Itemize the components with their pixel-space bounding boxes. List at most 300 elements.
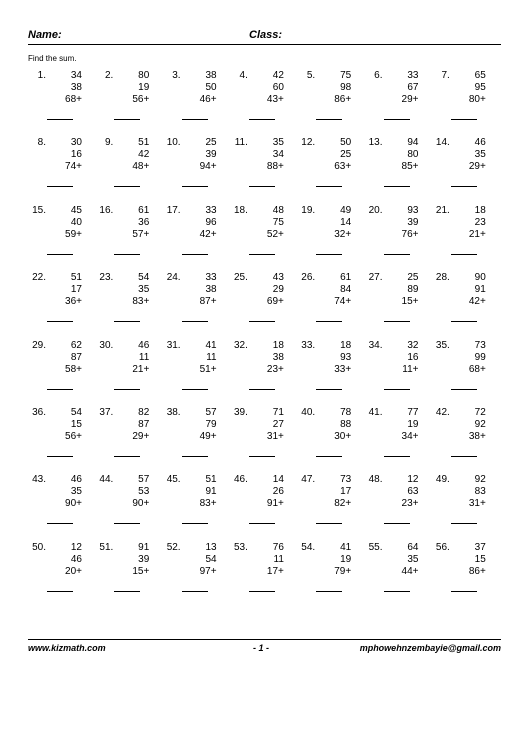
addends (315, 70, 351, 106)
addend: 52+ (266, 228, 284, 240)
addend: 40 (70, 216, 82, 228)
addend: 68+ (65, 94, 82, 105)
problem-row (26, 270, 502, 337)
addition-problem (161, 135, 229, 195)
addend: 32 (407, 339, 419, 351)
problem-number: 16. (99, 204, 114, 216)
addend: 17 (70, 284, 82, 296)
problem-number: 7. (441, 70, 450, 81)
addend: 27 (272, 418, 284, 430)
addend: 38+ (468, 430, 486, 442)
addition-problem (161, 68, 229, 128)
addend: 89 (407, 284, 419, 296)
answer-line (114, 254, 140, 255)
problem-number: 44. (99, 474, 114, 486)
addend: 35 (474, 149, 486, 161)
problem-number: 3. (172, 70, 181, 81)
addend: 51 (205, 474, 217, 486)
addition-problem (26, 472, 94, 532)
addition-problem (430, 338, 498, 398)
addend: 35 (272, 137, 284, 149)
answer-line (47, 591, 73, 592)
addend: 31+ (468, 498, 486, 510)
addition-problem (295, 338, 363, 398)
addend: 51+ (199, 363, 217, 375)
addend: 54 (70, 406, 82, 418)
addend: 72 (474, 406, 486, 418)
addend: 42+ (199, 228, 217, 240)
answer-line (114, 389, 140, 390)
problem-number: 54. (301, 541, 316, 553)
instructions: Find the sum. (28, 54, 77, 63)
addend: 15 (70, 418, 82, 430)
addend: 97+ (199, 565, 217, 577)
problem-number: 15. (32, 204, 46, 216)
problem-number: 29. (32, 339, 46, 351)
answer-line (451, 119, 477, 120)
addend: 11 (138, 351, 150, 363)
addend: 42 (272, 70, 284, 81)
addend: 49+ (199, 430, 217, 442)
addend: 80 (407, 149, 419, 161)
addend: 17 (340, 486, 352, 498)
problem-number: 42. (435, 406, 450, 418)
addends (181, 474, 217, 510)
addends (181, 137, 217, 173)
answer-line (249, 523, 275, 524)
addend: 32+ (334, 228, 352, 240)
addend: 54 (205, 553, 217, 565)
addition-problem (363, 203, 431, 263)
addends (450, 474, 486, 510)
addends (315, 474, 351, 510)
answer-line (451, 456, 477, 457)
addends (46, 542, 82, 578)
addends (113, 542, 149, 578)
addends (383, 340, 419, 376)
addend: 63+ (334, 161, 352, 173)
addend: 49 (340, 204, 352, 216)
addends (113, 340, 149, 376)
problem-number: 22. (32, 272, 46, 284)
addend: 11 (273, 553, 284, 565)
addition-problem (93, 405, 161, 465)
addend: 29+ (401, 94, 419, 105)
addend: 46 (474, 137, 486, 149)
problem-number: 32. (233, 339, 248, 351)
answer-line (316, 321, 342, 322)
addend: 86+ (468, 565, 486, 577)
addend: 19 (407, 418, 419, 430)
addends (248, 474, 284, 510)
addend: 57+ (132, 228, 150, 240)
problem-number: 1. (37, 70, 46, 81)
answer-line (249, 254, 275, 255)
addend: 29 (272, 284, 284, 296)
addend: 67 (407, 82, 419, 93)
answer-line (182, 389, 208, 390)
addend: 61 (138, 204, 150, 216)
addend: 41 (340, 541, 352, 553)
problem-number: 37. (99, 406, 114, 418)
addend: 50 (205, 82, 217, 93)
addends (315, 205, 351, 241)
footer-divider (28, 639, 501, 640)
addend: 94 (407, 137, 419, 149)
addend: 18 (340, 339, 352, 351)
addition-problem (363, 338, 431, 398)
addend: 46 (70, 474, 82, 486)
problem-row (26, 540, 502, 607)
problem-number: 8. (37, 137, 46, 149)
addends (248, 205, 284, 241)
addends (181, 542, 217, 578)
addend: 50 (340, 137, 352, 149)
addend: 44+ (401, 565, 419, 577)
addend: 11+ (402, 363, 419, 375)
answer-line (384, 456, 410, 457)
problem-row (26, 135, 502, 202)
problem-number: 19. (301, 204, 316, 216)
problem-number: 14. (435, 137, 450, 149)
addend: 71 (272, 406, 284, 418)
addends (450, 272, 486, 308)
addend: 33 (205, 204, 217, 216)
addition-problem (430, 135, 498, 195)
addends (46, 70, 82, 106)
addend: 58+ (65, 363, 82, 375)
addition-problem (93, 540, 161, 600)
addends (383, 272, 419, 308)
addend: 11 (206, 351, 217, 363)
addend: 93 (340, 351, 352, 363)
addition-problem (228, 472, 296, 532)
addend: 73 (340, 474, 352, 486)
addition-problem (228, 405, 296, 465)
addend: 38 (205, 284, 217, 296)
addend: 45 (70, 204, 82, 216)
addition-problem (228, 270, 296, 330)
addends (46, 474, 82, 510)
answer-line (47, 186, 73, 187)
header-divider (28, 44, 501, 45)
addends (248, 70, 284, 106)
answer-line (47, 523, 73, 524)
problem-number: 28. (435, 272, 450, 284)
addition-problem (295, 472, 363, 532)
addend: 88+ (266, 161, 284, 173)
addition-problem (430, 540, 498, 600)
addend: 19 (340, 553, 352, 565)
problem-number: 5. (306, 70, 316, 81)
answer-line (114, 119, 140, 120)
addend: 19 (138, 82, 150, 93)
footer-website: www.kizmath.com (28, 643, 106, 653)
answer-line (316, 389, 342, 390)
addend: 90+ (132, 498, 150, 510)
problem-number: 4. (239, 70, 248, 81)
addends (315, 542, 351, 578)
addend: 87+ (199, 296, 217, 308)
addends (181, 407, 217, 443)
answer-line (114, 523, 140, 524)
addition-problem (363, 68, 431, 128)
addend: 33 (407, 70, 419, 81)
addend: 61 (340, 272, 352, 284)
problem-number: 47. (301, 474, 316, 486)
addends (113, 272, 149, 308)
addend: 92 (474, 418, 486, 430)
addends (248, 137, 284, 173)
answer-line (249, 389, 275, 390)
answer-line (182, 456, 208, 457)
addend: 15 (474, 553, 486, 565)
addition-problem (295, 405, 363, 465)
addend: 26 (272, 486, 284, 498)
footer-email: mphowehnzembayie@gmail.com (359, 643, 501, 653)
answer-line (47, 321, 73, 322)
addends (315, 272, 351, 308)
addend: 31+ (266, 430, 284, 442)
addend: 87 (138, 418, 150, 430)
addend: 33+ (334, 363, 352, 375)
addend: 25 (205, 137, 217, 149)
addend: 76+ (401, 228, 419, 240)
addend: 30+ (334, 430, 352, 442)
addend: 17+ (266, 565, 284, 577)
addends (315, 340, 351, 376)
addend: 42+ (468, 296, 486, 308)
answer-line (316, 119, 342, 120)
addends (181, 272, 217, 308)
addition-problem (26, 338, 94, 398)
problem-number: 30. (99, 339, 114, 351)
addend: 56+ (132, 94, 150, 105)
problem-number: 45. (166, 474, 181, 486)
addends (450, 542, 486, 578)
addend: 62 (70, 339, 82, 351)
answer-line (182, 186, 208, 187)
addend: 38 (272, 351, 284, 363)
problem-number: 31. (166, 339, 181, 351)
addend: 68+ (468, 363, 486, 375)
addition-problem (430, 68, 498, 128)
addend: 96 (205, 216, 217, 228)
addend: 38 (70, 82, 82, 93)
problem-row (26, 338, 502, 405)
addend: 36+ (65, 296, 82, 308)
addends (450, 205, 486, 241)
addition-problem (93, 270, 161, 330)
problem-number: 23. (99, 272, 114, 284)
addend: 92 (474, 474, 486, 486)
answer-line (384, 254, 410, 255)
problem-number: 11. (234, 137, 248, 149)
addition-problem (161, 270, 229, 330)
addend: 74+ (334, 296, 352, 308)
addend: 54 (138, 272, 150, 284)
addend: 39 (205, 149, 217, 161)
addends (450, 137, 486, 173)
addend: 12 (70, 541, 82, 553)
problem-number: 52. (166, 541, 181, 553)
answer-line (384, 591, 410, 592)
addend: 18 (474, 204, 486, 216)
addend: 30 (70, 137, 82, 149)
problem-number: 43. (32, 474, 46, 486)
problem-number: 20. (368, 204, 383, 216)
addition-problem (363, 270, 431, 330)
addend: 43 (272, 272, 284, 284)
addend: 79 (205, 418, 217, 430)
addend: 35 (70, 486, 82, 498)
addend: 87 (70, 351, 82, 363)
addends (450, 407, 486, 443)
addend: 76 (272, 541, 284, 553)
addition-problem (228, 338, 296, 398)
addend: 83 (474, 486, 486, 498)
answer-line (451, 389, 477, 390)
problem-number: 10. (166, 137, 181, 149)
worksheet-header (28, 29, 501, 43)
answer-line (451, 321, 477, 322)
addend: 99 (474, 351, 486, 363)
addend: 13 (205, 541, 217, 553)
problem-number: 9. (104, 137, 114, 149)
problem-number: 18. (233, 204, 248, 216)
problem-number: 41. (368, 406, 383, 418)
answer-line (47, 389, 73, 390)
addends (113, 205, 149, 241)
addend: 15+ (132, 565, 150, 577)
addend: 38 (205, 70, 217, 81)
addends (450, 340, 486, 376)
addend: 65 (474, 70, 486, 81)
problem-row (26, 472, 502, 539)
addends (113, 407, 149, 443)
problem-row (26, 68, 502, 135)
addition-problem (295, 135, 363, 195)
addend: 18 (272, 339, 284, 351)
problem-number: 36. (32, 406, 46, 418)
addend: 51 (70, 272, 82, 284)
addend: 36 (138, 216, 150, 228)
addend: 35 (138, 284, 150, 296)
answer-line (249, 321, 275, 322)
addends (113, 70, 149, 106)
addition-problem (93, 203, 161, 263)
addend: 34 (70, 70, 82, 81)
addend: 48+ (132, 161, 150, 173)
addend: 56+ (65, 430, 82, 442)
addend: 91 (474, 284, 486, 296)
problem-number: 26. (301, 272, 316, 284)
addend: 64 (407, 541, 419, 553)
problem-number: 6. (374, 70, 383, 81)
addends (248, 542, 284, 578)
answer-line (384, 186, 410, 187)
addend: 94+ (199, 161, 217, 173)
addend: 85+ (401, 161, 419, 173)
answer-line (114, 186, 140, 187)
addition-problem (26, 135, 94, 195)
addend: 75 (272, 216, 284, 228)
addend: 79+ (334, 565, 352, 577)
addition-problem (26, 203, 94, 263)
addend: 86+ (334, 94, 352, 105)
addition-problem (430, 405, 498, 465)
problem-number: 12. (301, 137, 316, 149)
addition-problem (228, 68, 296, 128)
addition-problem (93, 472, 161, 532)
addend: 73 (474, 339, 486, 351)
answer-line (114, 591, 140, 592)
problem-number: 27. (368, 272, 383, 284)
addend: 21+ (132, 363, 150, 375)
addends (46, 340, 82, 376)
addition-problem (228, 203, 296, 263)
addend: 83+ (132, 296, 150, 308)
addend: 80+ (468, 94, 486, 105)
addends (181, 205, 217, 241)
addend: 34+ (401, 430, 419, 442)
addend: 91 (205, 486, 217, 498)
addition-problem (363, 135, 431, 195)
problem-number: 50. (32, 541, 46, 553)
footer-page-number: - 1 - (253, 643, 270, 653)
problem-number: 2. (104, 70, 114, 81)
addition-problem (161, 203, 229, 263)
addition-problem (26, 540, 94, 600)
addition-problem (161, 472, 229, 532)
addition-problem (363, 540, 431, 600)
addend: 14 (272, 474, 284, 486)
answer-line (47, 254, 73, 255)
problem-number: 17. (166, 204, 181, 216)
problem-number: 40. (301, 406, 316, 418)
addend: 60 (272, 82, 284, 93)
problem-number: 55. (368, 541, 383, 553)
addition-problem (363, 405, 431, 465)
addend: 51 (138, 137, 150, 149)
answer-line (316, 456, 342, 457)
addend: 57 (205, 406, 217, 418)
addend: 42 (138, 149, 150, 161)
addend: 37 (474, 541, 486, 553)
addend: 23 (474, 216, 486, 228)
addend: 21+ (468, 228, 486, 240)
addends (113, 474, 149, 510)
answer-line (114, 456, 140, 457)
problem-number: 39. (233, 406, 248, 418)
addition-problem (26, 68, 94, 128)
problem-grid (26, 68, 502, 607)
addend: 82+ (334, 498, 352, 510)
answer-line (451, 186, 477, 187)
answer-line (182, 119, 208, 120)
addend: 39 (407, 216, 419, 228)
addend: 23+ (401, 498, 419, 510)
addend: 39 (138, 553, 150, 565)
answer-line (249, 186, 275, 187)
addend: 80 (138, 70, 150, 81)
answer-line (249, 591, 275, 592)
addend: 91+ (266, 498, 284, 510)
addend: 59+ (65, 228, 82, 240)
name-label: Name: (28, 29, 62, 41)
addends (46, 205, 82, 241)
addend: 57 (138, 474, 150, 486)
